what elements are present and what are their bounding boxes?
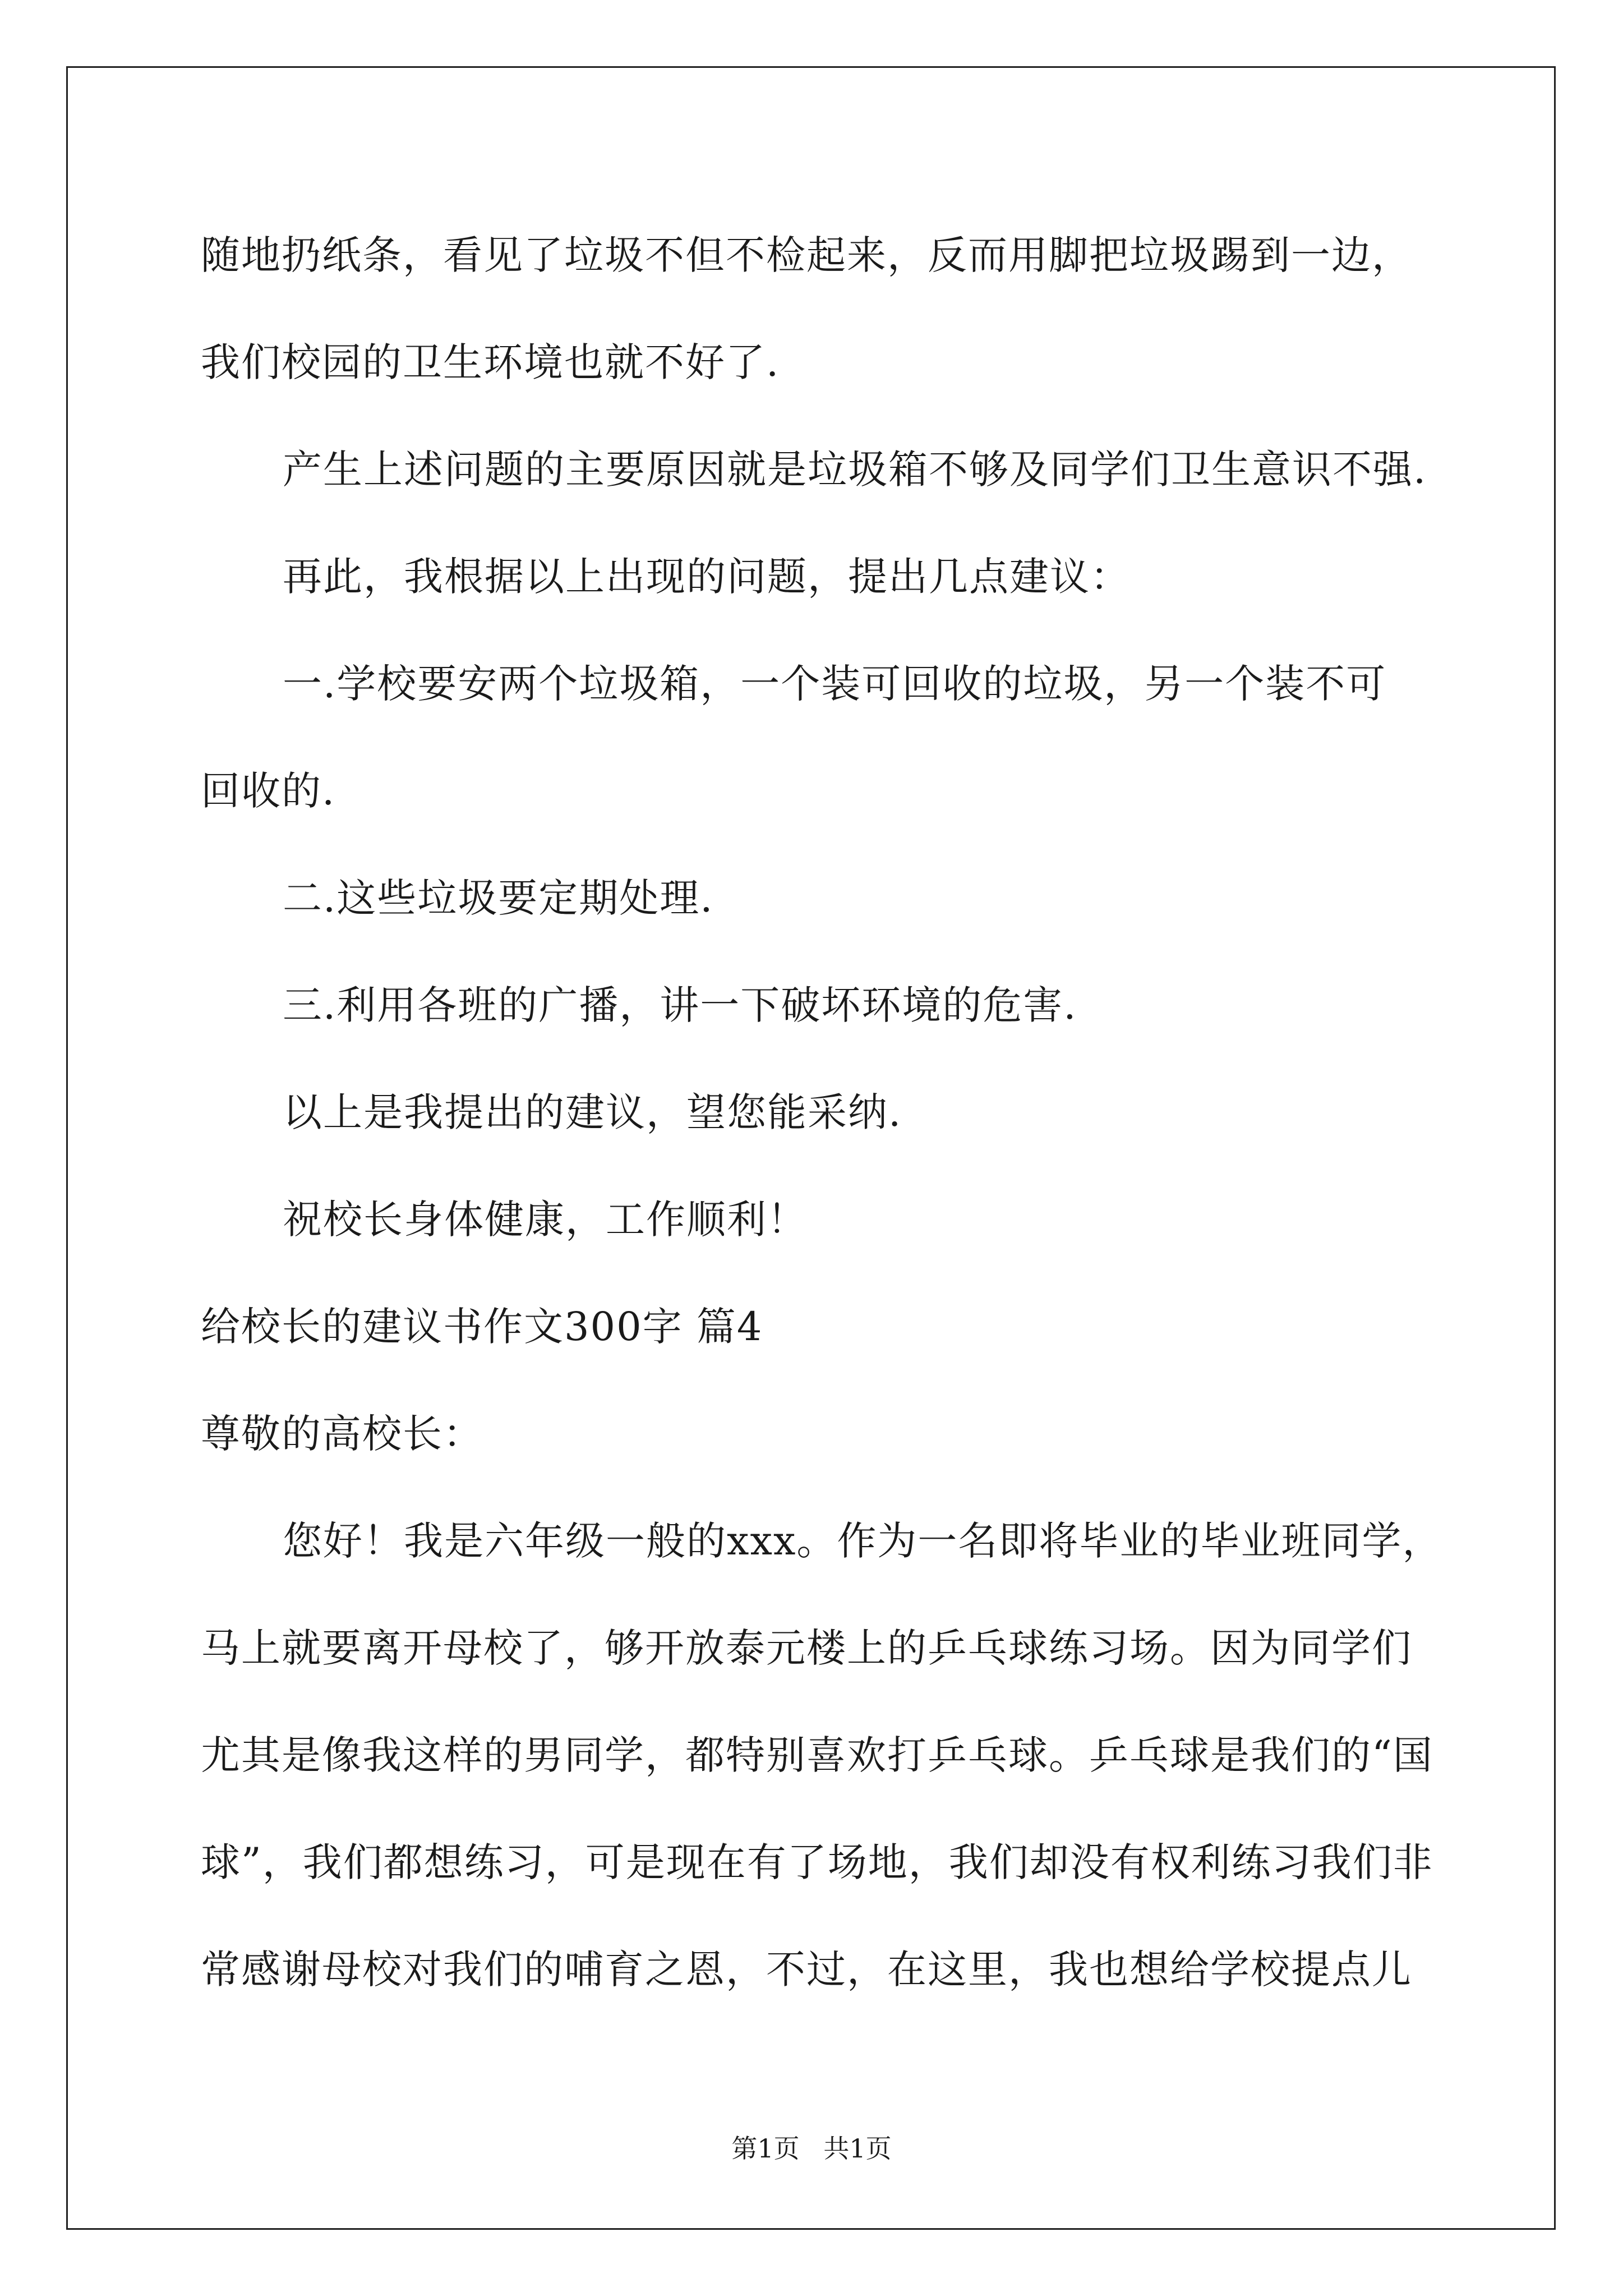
text-line: 球”，我们都想练习，可是现在有了场地，我们却没有权利练习我们非 (201, 1839, 1433, 1885)
page-number: 第1页 (731, 2133, 800, 2164)
text-line: 以上是我提出的建议，望您能采纳. (283, 1089, 902, 1135)
text-line: 回收的. (201, 768, 336, 814)
text-line: 您好！我是六年级一般的xxx。作为一名即将毕业的毕业班同学， (283, 1518, 1443, 1564)
text-line: 二.这些垃圾要定期处理. (283, 875, 714, 921)
text-line: 一.学校要安两个垃圾箱，一个装可回收的垃圾，另一个装不可 (283, 661, 1387, 707)
text-line: 三.利用各班的广播，讲一下破坏环境的危害. (283, 982, 1077, 1028)
page-total: 共1页 (823, 2133, 892, 2164)
text-line: 常感谢母校对我们的哺育之恩，不过，在这里，我也想给学校提点儿 (201, 1947, 1412, 1993)
text-line: 马上就要离开母校了，够开放泰元楼上的乒乓球练习场。因为同学们 (201, 1625, 1412, 1671)
document-body (201, 202, 1468, 2023)
text-line: 尤其是像我这样的男同学，都特别喜欢打乒乓球。乒乓球是我们的“国 (201, 1732, 1433, 1778)
salutation: 尊敬的高校长： (201, 1411, 483, 1457)
text-line: 产生上述问题的主要原因就是垃圾箱不够及同学们卫生意识不强. (283, 447, 1427, 493)
text-line: 我们校园的卫生环境也就不好了. (201, 339, 780, 385)
page-footer (0, 2132, 1623, 2165)
text-line: 随地扔纸条，看见了垃圾不但不检起来，反而用脚把垃圾踢到一边， (201, 232, 1412, 278)
section-heading: 给校长的建议书作文300字 篇4 (201, 1304, 763, 1350)
text-line: 再此，我根据以上出现的问题，提出几点建议： (283, 554, 1131, 600)
text-line: 祝校长身体健康，工作顺利！ (283, 1197, 808, 1243)
